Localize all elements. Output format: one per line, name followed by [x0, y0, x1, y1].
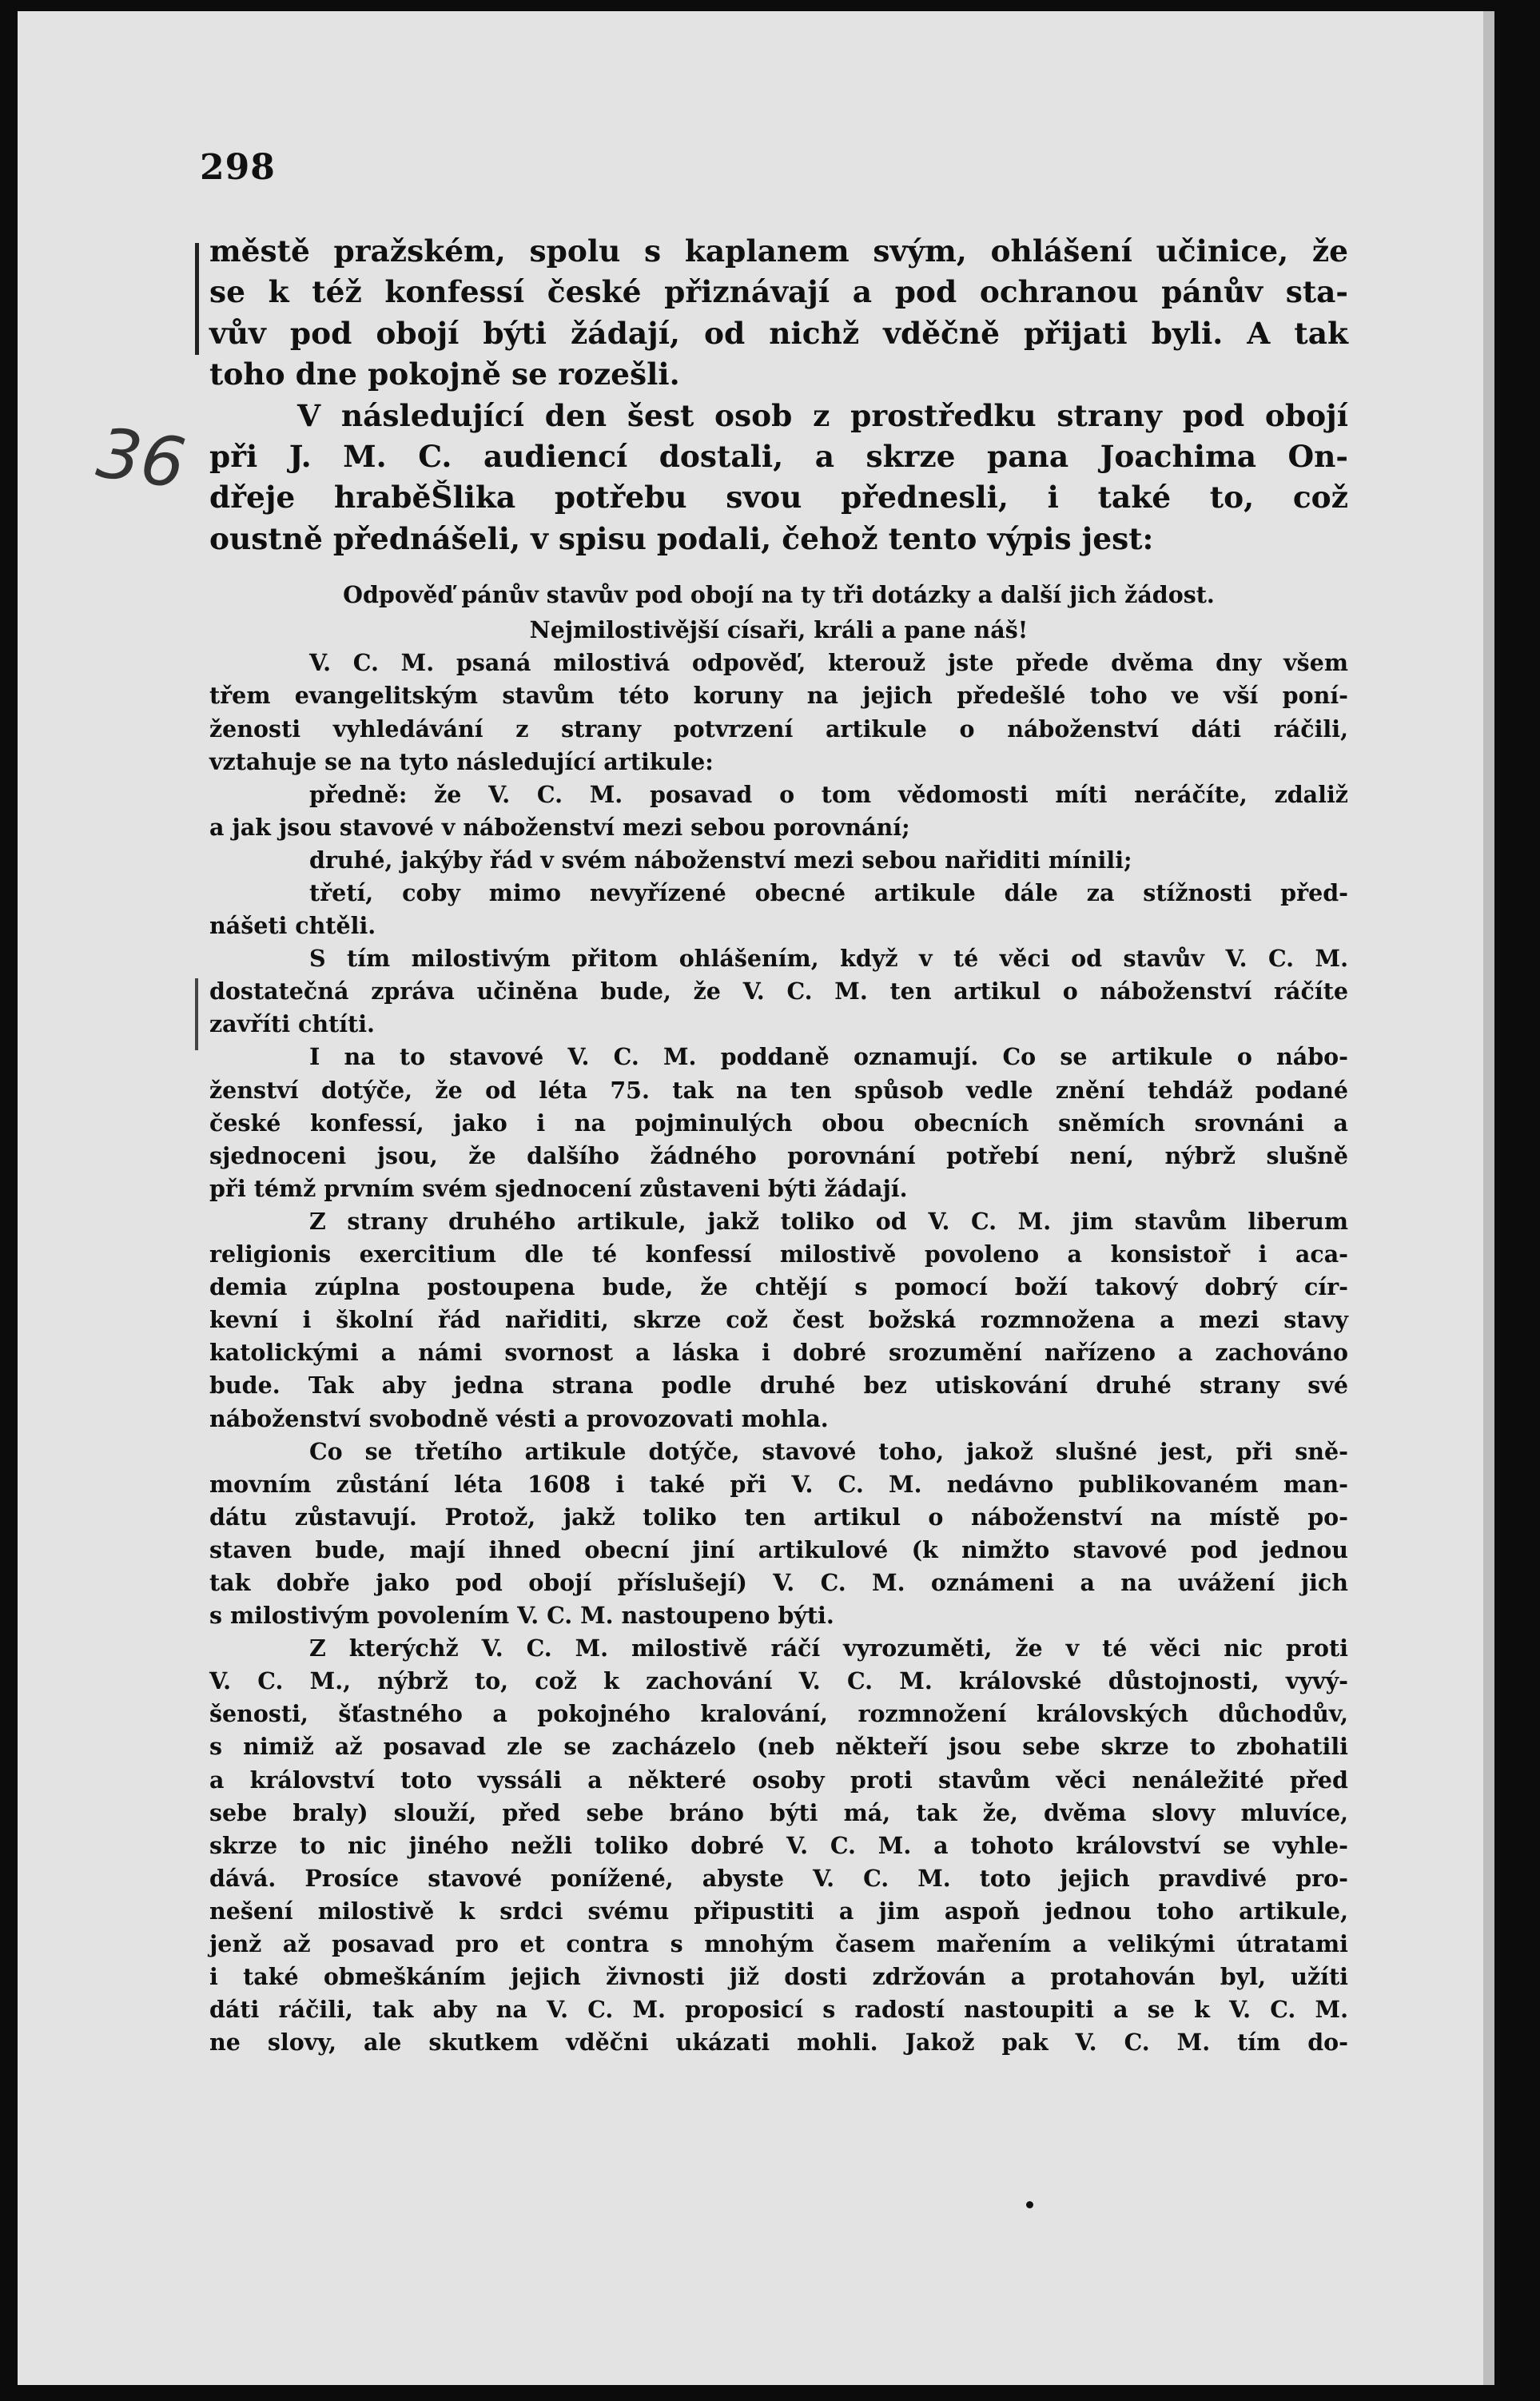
text-line: V následující den šest osob z prostředku strany pod obojí [297, 397, 1348, 433]
text-line: vův pod obojí býti žádají, od nichž vděčně přijati byli. A tak [209, 315, 1348, 351]
text-line: V. C. M., nýbrž to, což k zachování V. C. M. královské důstojnosti, vyvý- [209, 1667, 1348, 1695]
text-line: při témž prvním svém sjednocení zůstaveni býti žádají. [209, 1174, 908, 1202]
text-line: ne slovy, ale skutkem vděčni ukázati mohli. Jakož pak V. C. M. tím do- [209, 2029, 1348, 2057]
text-line: a jak jsou stavové v náboženství mezi sebou porovnání; [209, 813, 910, 841]
text-line: skrze to nic jiného nežli toliko dobré V. C. M. a tohoto království se vyhle- [209, 1831, 1348, 1859]
text-line: toho dne pokojně se rozešli. [209, 356, 680, 392]
text-line: Z kterýchž V. C. M. milostivě ráčí vyrozuměti, že v té věci nic proti [309, 1635, 1348, 1662]
text-line: ženství dotýče, že od léta 75. tak na ten spůsob vedle znění tehdáž podané [209, 1076, 1348, 1104]
text-line: nešení milostivě k srdci svému připustiti a jim aspoň jednou toho artikule, [209, 1897, 1348, 1925]
text-line: dostatečná zpráva učiněna bude, že V. C. M. ten artikul o náboženství ráčíte [209, 978, 1348, 1005]
text-line: třetí, coby mimo nevyřízené obecné artikule dále za stížnosti před- [309, 879, 1348, 906]
text-line: sjednoceni jsou, že dalšího žádného porovnání potřebí není, nýbrž slušně [209, 1141, 1348, 1169]
text-line: kevní i školní řád nařiditi, skrze což čest božská rozmnožena a mezi stavy [209, 1306, 1348, 1334]
text-line: S tím milostivým přitom ohlášením, když v té věci od stavův V. C. M. [309, 945, 1348, 973]
text-line: oustně přednášeli, v spisu podali, čehož tento výpis jest: [209, 520, 1154, 556]
text-line: tak dobře jako pod obojí příslušejí) V. C. M. oznámeni a na uvážení jich [209, 1568, 1348, 1596]
text-line: vztahuje se na tyto následující artikule: [209, 747, 714, 775]
text-line: městě pražském, spolu s kaplanem svým, ohlášení učinice, že [209, 233, 1348, 269]
text-line: nášeti chtěli. [209, 912, 376, 940]
handwritten-margin-note: 36 [92, 412, 190, 505]
text-line: sebe braly) slouží, před sebe bráno býti má, tak že, dvěma slovy mluvíce, [209, 1798, 1348, 1826]
text-line: s milostivým povolením V. C. M. nastoupeno býti. [209, 1602, 834, 1630]
text-line: Z strany druhého artikule, jakž toliko od V. C. M. jim stavům liberum [309, 1207, 1348, 1235]
book-page [18, 11, 1494, 2385]
salutation: Nejmilostivější císaři, králi a pane náš! [529, 616, 1029, 644]
text-line: české konfessí, jako i na pojminulých obou obecních sněmích srovnáni a [209, 1109, 1348, 1137]
text-line: Co se třetího artikule dotýče, stavové toho, jakož slušné jest, při sně- [309, 1437, 1348, 1465]
text-line: třem evangelitským stavům této koruny na jejich předešlé toho ve vší poní- [209, 682, 1348, 710]
text-line: dřeje hraběŠlika potřebu svou přednesli, i také to, což [209, 480, 1348, 516]
text-line: dátu zůstavují. Protož, jakž toliko ten artikul o náboženství na místě po- [209, 1503, 1348, 1531]
text-line: katolickými a námi svornost a láska i dobré srozumění nařízeno a zachováno [209, 1339, 1348, 1367]
text-line: dává. Prosíce stavové ponížené, abyste V. C. M. toto jejich pravdivé pro- [209, 1864, 1348, 1892]
page-edge [1483, 11, 1494, 2385]
text-line: a království toto vyssáli a některé osoby proti stavům věci nenáležité před [209, 1766, 1348, 1794]
text-line: náboženství svobodně vésti a provozovati mohla. [209, 1404, 829, 1432]
intro-text [209, 231, 1348, 559]
text-line: dáti ráčili, tak aby na V. C. M. proposicí s radostí nastoupiti a se k V. C. M. [209, 1996, 1348, 2024]
text-line: staven bude, mají ihned obecní jiní artikulové (k nimžto stavové pod jednou [209, 1535, 1348, 1563]
text-line: při J. M. C. audiencí dostali, a skrze pana Joachima On- [209, 439, 1348, 475]
text-line: religionis exercitium dle té konfessí milostivě povoleno a konsistoř i aca- [209, 1240, 1348, 1268]
text-line: demia zúplna postoupena bude, že chtějí s pomocí boží takový dobrý cír- [209, 1273, 1348, 1301]
margin-mark [195, 978, 198, 1050]
text-line: ženosti vyhledávání z strany potvrzení artikule o náboženství dáti ráčili, [209, 715, 1348, 743]
text-line: šenosti, šťastného a pokojného kralování, rozmnožení královských důchodův, [209, 1700, 1348, 1728]
text-body [209, 231, 1348, 2059]
margin-bracket [195, 243, 199, 355]
text-line: zavříti chtíti. [209, 1010, 375, 1038]
text-line: bude. Tak aby jedna strana podle druhé bez utiskování druhé strany své [209, 1372, 1348, 1400]
text-line: jenž až posavad pro et contra s mnohým časem mařením a velikými útratami [209, 1930, 1348, 1957]
text-line: se k též konfessí české přiznávají a pod ochranou pánův sta- [209, 274, 1348, 310]
text-line: V. C. M. psaná milostivá odpověď, kterouž jste přede dvěma dny všem [309, 649, 1348, 677]
text-line: i také obmeškáním jejich živnosti již dosti zdržován a protahován byl, užíti [209, 1963, 1348, 1991]
document-body [209, 614, 1348, 2059]
ink-dot [1026, 2201, 1033, 2208]
text-line: movním zůstání léta 1608 i také při V. C. M. nedávno publikovaném man- [209, 1470, 1348, 1498]
text-line: I na to stavové V. C. M. poddaně oznamují. Co se artikule o nábo- [309, 1043, 1348, 1071]
text-line: s nimiž až posavad zle se zacházelo (neb někteří jsou sebe skrze to zbohatili [209, 1733, 1348, 1761]
document-heading: Odpověď pánův stavův pod obojí na ty tři dotázky a další jich žádost. [343, 581, 1215, 609]
page-number: 298 [200, 147, 276, 188]
text-line: druhé, jakýby řád v svém náboženství mezi sebou nařiditi mínili; [309, 846, 1132, 874]
text-line: předně: že V. C. M. posavad o tom vědomosti míti neráčíte, zdaliž [309, 780, 1348, 808]
